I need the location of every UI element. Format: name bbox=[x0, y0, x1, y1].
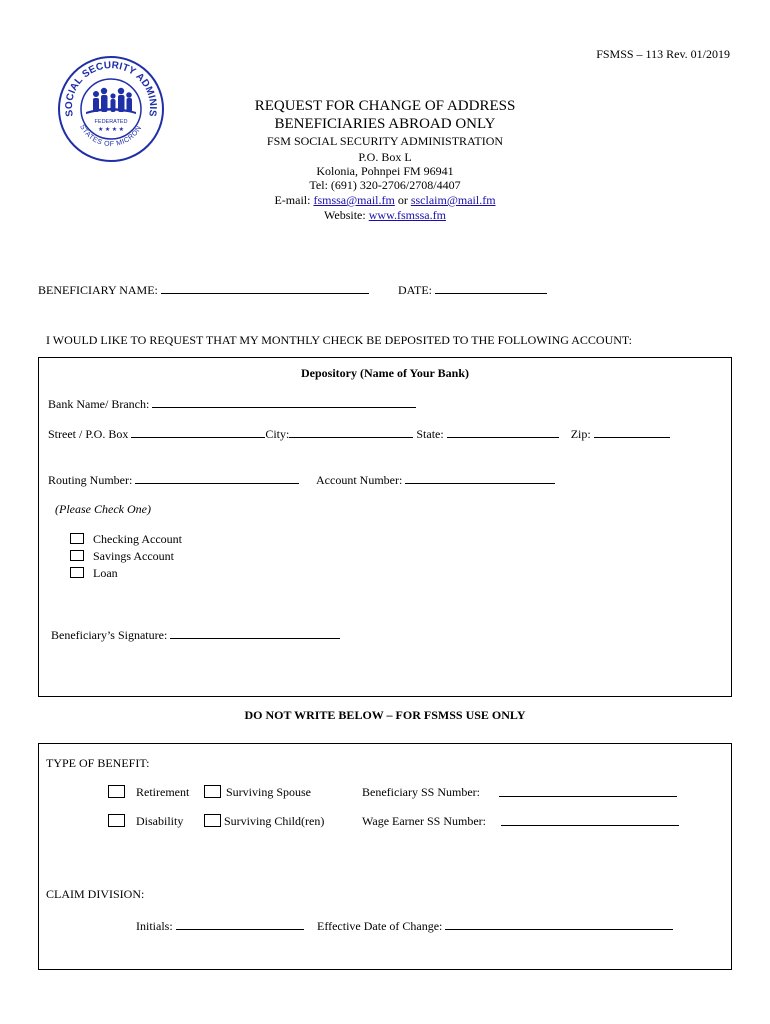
loan-checkbox[interactable] bbox=[70, 567, 84, 578]
initials-row bbox=[136, 918, 304, 934]
savings-account-label: Savings Account bbox=[93, 549, 174, 563]
office-use-section bbox=[38, 743, 732, 970]
form-number: FSMSS – 113 Rev. 01/2019 bbox=[596, 47, 730, 61]
request-statement: I WOULD LIKE TO REQUEST THAT MY MONTHLY CHECK BE DEPOSITED TO THE FOLLOWING ACCOUNT: bbox=[46, 333, 632, 347]
address-row bbox=[48, 426, 670, 442]
signature-field[interactable] bbox=[170, 627, 340, 639]
beneficiary-ss-label: Beneficiary SS Number: bbox=[362, 785, 480, 799]
check-one-note: (Please Check One) bbox=[55, 502, 151, 516]
checking-account-checkbox[interactable] bbox=[70, 533, 84, 544]
website-line bbox=[0, 208, 770, 223]
account-row bbox=[316, 472, 555, 488]
surviving-spouse-label: Surviving Spouse bbox=[226, 785, 312, 799]
form-title-line1: REQUEST FOR CHANGE OF ADDRESS bbox=[254, 98, 516, 114]
effective-date-label: Effective Date of Change: bbox=[317, 919, 443, 933]
email-or: or bbox=[394, 193, 411, 207]
wage-earner-ss-field[interactable] bbox=[501, 814, 679, 826]
city-address: Kolonia, Pohnpei FM 96941 bbox=[316, 164, 454, 178]
po-box: P.O. Box L bbox=[358, 150, 412, 164]
surviving-spouse-checkbox[interactable] bbox=[204, 785, 221, 798]
city-field[interactable] bbox=[289, 426, 413, 438]
loan-label: Loan bbox=[93, 566, 118, 580]
surviving-children-label: Surviving Child(ren) bbox=[224, 814, 325, 828]
date-field[interactable] bbox=[435, 282, 547, 294]
city-label: City: bbox=[265, 427, 290, 441]
wage-earner-ss-row bbox=[501, 814, 679, 830]
bank-name-row bbox=[48, 396, 416, 412]
wage-earner-ss-label: Wage Earner SS Number: bbox=[362, 814, 486, 828]
retirement-label: Retirement bbox=[136, 785, 190, 799]
zip-field[interactable] bbox=[594, 426, 670, 438]
date-label: DATE: bbox=[398, 283, 432, 297]
beneficiary-ss-row bbox=[499, 785, 677, 801]
beneficiary-name-field[interactable] bbox=[161, 282, 369, 294]
bank-name-label: Bank Name/ Branch: bbox=[48, 397, 150, 411]
office-use-heading: DO NOT WRITE BELOW – FOR FSMSS USE ONLY bbox=[244, 708, 526, 722]
telephone: Tel: (691) 320-2706/2708/4407 bbox=[309, 178, 461, 192]
zip-label: Zip: bbox=[570, 427, 591, 441]
street-field[interactable] bbox=[131, 426, 265, 438]
state-field[interactable] bbox=[447, 426, 559, 438]
date-row bbox=[398, 282, 547, 298]
bank-name-field[interactable] bbox=[152, 396, 416, 408]
account-number-label: Account Number: bbox=[316, 473, 403, 487]
surviving-children-checkbox[interactable] bbox=[204, 814, 221, 827]
routing-number-label: Routing Number: bbox=[48, 473, 133, 487]
signature-row bbox=[51, 627, 340, 643]
account-number-field[interactable] bbox=[405, 472, 555, 484]
seal-ring-text-top: SOCIAL SECURITY ADMINIS bbox=[63, 60, 159, 118]
email-link-1[interactable]: fsmssa@mail.fm bbox=[313, 193, 395, 207]
disability-checkbox[interactable] bbox=[108, 814, 125, 827]
type-of-benefit-label: TYPE OF BENEFIT: bbox=[46, 756, 150, 770]
beneficiary-ss-field[interactable] bbox=[499, 785, 677, 797]
retirement-checkbox[interactable] bbox=[108, 785, 125, 798]
website-link[interactable]: www.fsmssa.fm bbox=[368, 208, 446, 222]
effective-date-row bbox=[317, 918, 673, 934]
initials-field[interactable] bbox=[176, 918, 304, 930]
form-title-line2: BENEFICIARIES ABROAD ONLY bbox=[274, 116, 496, 132]
disability-label: Disability bbox=[136, 814, 184, 828]
email-line bbox=[0, 193, 770, 208]
claim-division-label: CLAIM DIVISION: bbox=[46, 887, 145, 901]
org-name: FSM SOCIAL SECURITY ADMINISTRATION bbox=[266, 134, 504, 148]
email-prefix: E-mail: bbox=[274, 193, 314, 207]
street-label: Street / P.O. Box bbox=[48, 427, 129, 441]
svg-text:★ ★ ★ ★: ★ ★ ★ ★ bbox=[97, 127, 125, 133]
state-label: State: bbox=[416, 427, 444, 441]
seal-inner-text: FEDERATED bbox=[94, 119, 128, 125]
seal-ring-text-bottom: STATES OF MICRON bbox=[78, 123, 144, 149]
effective-date-field[interactable] bbox=[445, 918, 673, 930]
email-link-2[interactable]: ssclaim@mail.fm bbox=[410, 193, 496, 207]
initials-label: Initials: bbox=[136, 919, 173, 933]
savings-account-checkbox[interactable] bbox=[70, 550, 84, 561]
routing-number-field[interactable] bbox=[135, 472, 299, 484]
signature-label: Beneficiary’s Signature: bbox=[51, 628, 168, 642]
checking-account-label: Checking Account bbox=[93, 532, 182, 546]
depository-heading: Depository (Name of Your Bank) bbox=[301, 366, 469, 380]
routing-row bbox=[48, 472, 299, 488]
beneficiary-name-label: BENEFICIARY NAME: bbox=[38, 283, 158, 297]
website-prefix: Website: bbox=[324, 208, 369, 222]
beneficiary-name-row bbox=[38, 282, 369, 298]
